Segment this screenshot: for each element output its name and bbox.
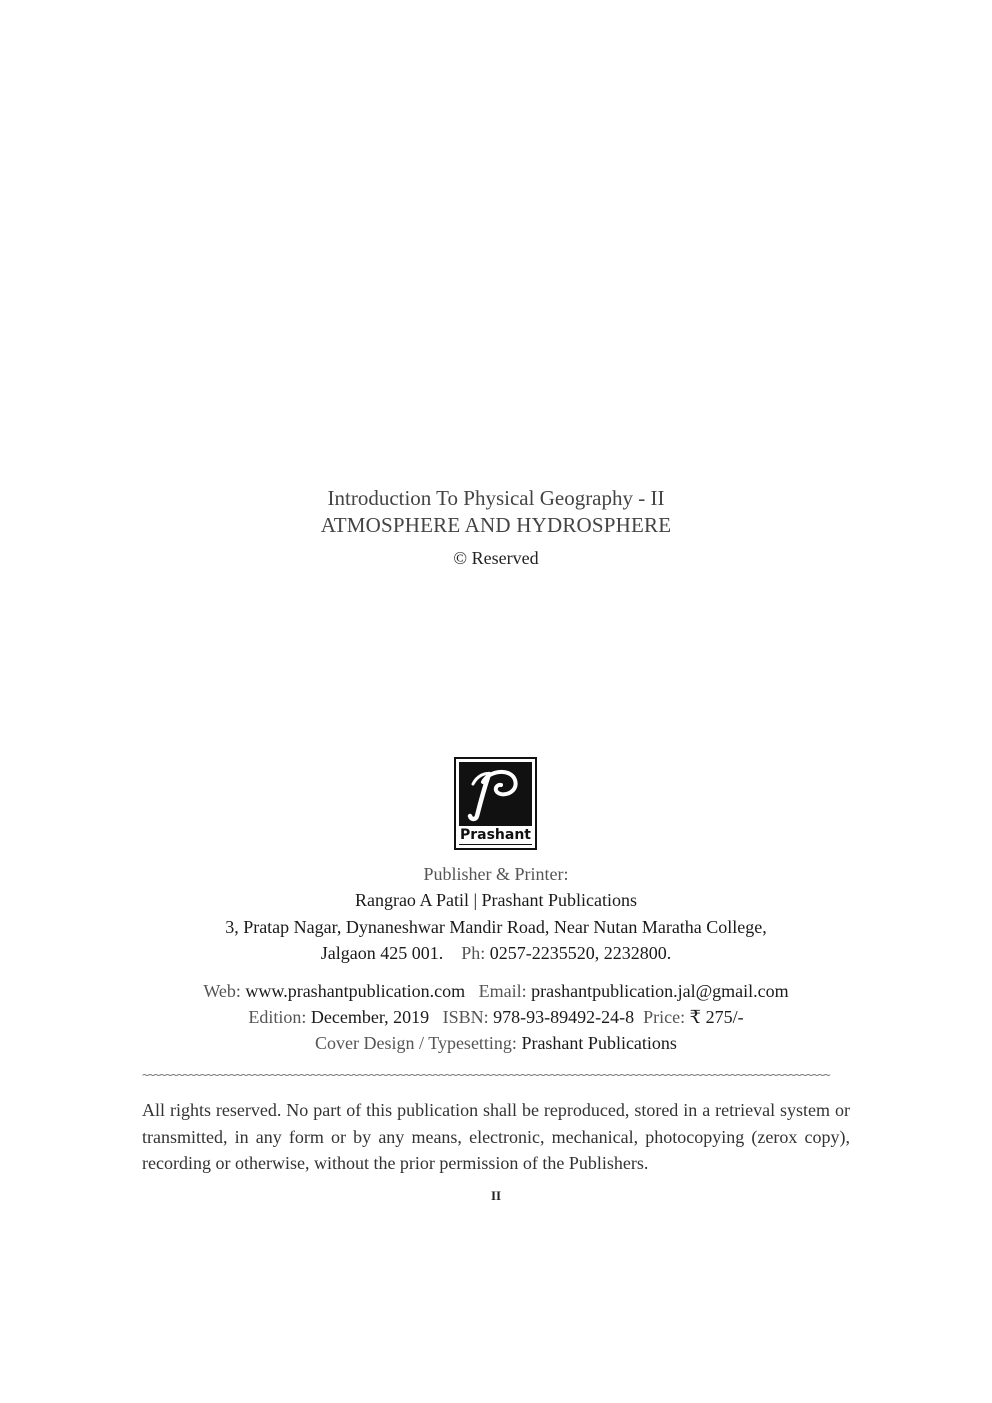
publisher-name: Rangrao A Patil | Prashant Publications [354,890,638,910]
design-label: Cover Design / Typesetting: [315,1033,517,1053]
book-subtitle: ATMOSPHERE AND HYDROSPHERE [320,513,672,537]
logo-panel [459,762,532,845]
isbn-value: 978-93-89492-24-8 [493,1007,635,1027]
stylized-p-logo-icon [459,762,532,824]
publisher-address-line1: 3, Pratap Nagar, Dynaneshwar Mandir Road, Near Nutan Maratha College, [225,917,767,937]
phone-label: Ph: [461,943,486,963]
publisher-address-line2 [0,943,992,964]
price-label: Price: [643,1007,686,1027]
web-link[interactable]: www.prashantpublication.com [245,981,466,1001]
web-label: Web: [203,981,241,1001]
page-number: II [490,1188,502,1203]
publisher-city: Jalgaon 425 001. [320,943,444,963]
book-title: Introduction To Physical Geography - II [327,486,665,510]
isbn-label: ISBN: [442,1007,489,1027]
rights-statement: All rights reserved. No part of this publication shall be reproduced, stored in a retrieval system or transmitted, in any form or by any means, electronic, mechanical, photocopying (zerox copy), recording or otherwise, without the prior permission of the Publishers. [142,1100,850,1173]
edition-label: Edition: [248,1007,307,1027]
design-credit-line [0,1033,992,1054]
email-label: Email: [478,981,527,1001]
publisher-label: Publisher & Printer: [423,864,569,884]
edition-line [0,1007,992,1028]
edition-value: December, 2019 [310,1007,430,1027]
email-link[interactable]: prashantpublication.jal@gmail.com [531,981,789,1001]
design-value: Prashant Publications [521,1033,677,1053]
phone-value: 0257-2235520, 2232800. [489,943,672,963]
logo-brand-text: Prashant [459,827,532,843]
tilde-divider: ~~~~~~~~~~~~~~~~~~~~~~~~~~~~~~~~~~~~~~~~~~~~~~~~~~~~~~~~~~~~~~~~~~~~~~~~~~~~~~~~~~~~~~~~~~~~~~~~~~~~~~~~~~~~~~~~~~~~~~ [142,1068,830,1082]
publisher-logo [454,757,537,850]
price-value: ₹ 275/- [689,1007,744,1027]
copyright-notice: © Reserved [453,548,539,568]
contact-line [0,981,992,1002]
